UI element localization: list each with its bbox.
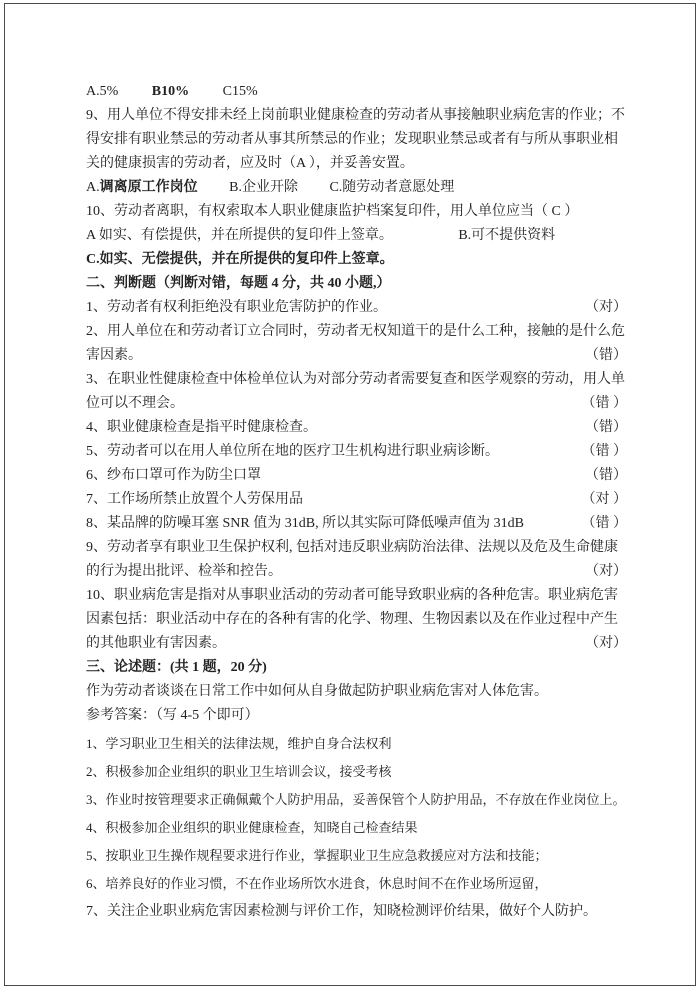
q8-option-b: B10% (151, 84, 190, 99)
q8-option-c: C15% (222, 84, 258, 99)
reference-answer-4: 4、积极参加企业组织的职业健康检查，知晓自己检查结果 (86, 820, 418, 835)
judgment-section-header: 二、判断题（判断对错，每题 4 分，共 40 小题,） (86, 276, 391, 291)
reference-answer-7: 7、关注企业职业病危害因素检测与评价工作，知晓检测评价结果，做好个人防护。 (86, 904, 597, 919)
judgment-answer: （错） (585, 468, 627, 483)
reference-answer-3: 3、作业时按管理要求正确佩戴个人防护用品，妥善保管个人防护用品，不存放在作业岗位上。 (86, 792, 626, 807)
judgment-item-1 (86, 296, 627, 320)
judgment-answer: （错） (585, 420, 627, 435)
q10-option-c: C.如实、无偿提供，并在所提供的复印件上签章。 (86, 252, 394, 267)
judgment-question: 4、职业健康检查是指平时健康检查。 (86, 420, 317, 435)
judgment-item-3 (86, 368, 627, 416)
judgment-question: 10、职业病危害是指对从事职业活动的劳动者可能导致职业病的各种危害。职业病危害因素包括：职业活动中存在的各种有害的化学、物理、生物因素以及在作业过程中产生的其他职业有害因素。 (86, 588, 618, 651)
judgment-question: 5、劳动者可以在用人单位所在地的医疗卫生机构进行职业病诊断。 (86, 444, 499, 459)
q8-option-a: A.5% (86, 84, 119, 99)
q9-option-a-prefix: A. (86, 180, 100, 195)
question-9-options-row (86, 176, 627, 200)
exam-content (5, 4, 695, 924)
reference-answer-6: 6、培养良好的作业习惯，不在作业场所饮水进食，休息时间不在作业场所逗留， (86, 876, 548, 891)
q9-option-b: B.企业开除 (229, 180, 298, 195)
judgment-question: 1、劳动者有权利拒绝没有职业危害防护的作业。 (86, 300, 387, 315)
judgment-question: 3、在职业性健康检查中体检单位认为对部分劳动者需要复查和医学观察的劳动，用人单位可以不理会。 (86, 372, 625, 411)
reference-answer-1: 1、学习职业卫生相关的法律法规，维护自身合法权利 (86, 736, 392, 751)
judgment-item-6 (86, 464, 627, 488)
question-8-options-row (86, 80, 627, 104)
q10-option-b: B.可不提供资料 (458, 228, 556, 243)
judgment-answer: （对） (585, 636, 627, 651)
judgment-answer: （错） (585, 348, 627, 363)
q9-option-c: C.随劳动者意愿处理 (329, 180, 455, 195)
judgment-item-5 (86, 440, 627, 464)
page-border-frame (4, 3, 696, 986)
judgment-question: 6、纱布口罩可作为防尘口罩 (86, 468, 261, 483)
reference-answer-2: 2、积极参加企业组织的职业卫生培训会议，接受考核 (86, 764, 392, 779)
judgment-question: 9、劳动者享有职业卫生保护权利, 包括对违反职业病防治法律、法规以及危及生命健康的行为提出批评、检举和控告。 (86, 540, 618, 579)
essay-reference-label: 参考答案：（写 4-5 个即可） (86, 708, 259, 723)
judgment-answer: （对 ） (581, 492, 627, 507)
judgment-answer: （对） (585, 300, 627, 315)
essay-section-header: 三、论述题：(共 1 题，20 分) (86, 660, 267, 675)
judgment-answer: （错 ） (581, 516, 627, 531)
judgment-question: 7、工作场所禁止放置个人劳保用品 (86, 492, 303, 507)
judgment-item-8 (86, 512, 627, 536)
essay-reference-answers (86, 732, 627, 924)
essay-question: 作为劳动者谈谈在日常工作中如何从自身做起防护职业病危害对人体危害。 (86, 684, 548, 699)
reference-answer-5: 5、按职业卫生操作规程要求进行作业，掌握职业卫生应急救援应对方法和技能； (86, 848, 548, 863)
q10-option-a: A 如实、有偿提供，并在所提供的复印件上签章。 (86, 228, 393, 243)
judgment-answer: （错 ） (581, 444, 627, 459)
judgment-question: 8、某品牌的防噪耳塞 SNR 值为 31dB, 所以其实际可降低噪声值为 31dB (86, 516, 524, 531)
question-10-text: 10、劳动者离职，有权索取本人职业健康监护档案复印件，用人单位应当（ C ） (86, 204, 579, 219)
judgment-item-2 (86, 320, 627, 368)
question-10-options-ab-row (86, 224, 627, 248)
judgment-item-7 (86, 488, 627, 512)
judgment-question: 2、用人单位在和劳动者订立合同时，劳动者无权知道干的是什么工种，接触的是什么危害因素。 (86, 324, 625, 363)
q9-option-a-answer: 调离原工作岗位 (99, 180, 198, 195)
judgment-item-10 (86, 584, 627, 656)
question-9-text: 9、用人单位不得安排未经上岗前职业健康检查的劳动者从事接触职业病危害的作业；不得安排有职业禁忌的劳动者从事其所禁忌的作业；发现职业禁忌或者有与所从事职业相关的健康损害的劳动者，应及时（A ），并妥善安置。 (86, 108, 625, 171)
judgment-answer: （错 ） (581, 396, 627, 411)
judgment-item-9 (86, 536, 627, 584)
judgment-answer: （对） (585, 564, 627, 579)
judgment-item-4 (86, 416, 627, 440)
